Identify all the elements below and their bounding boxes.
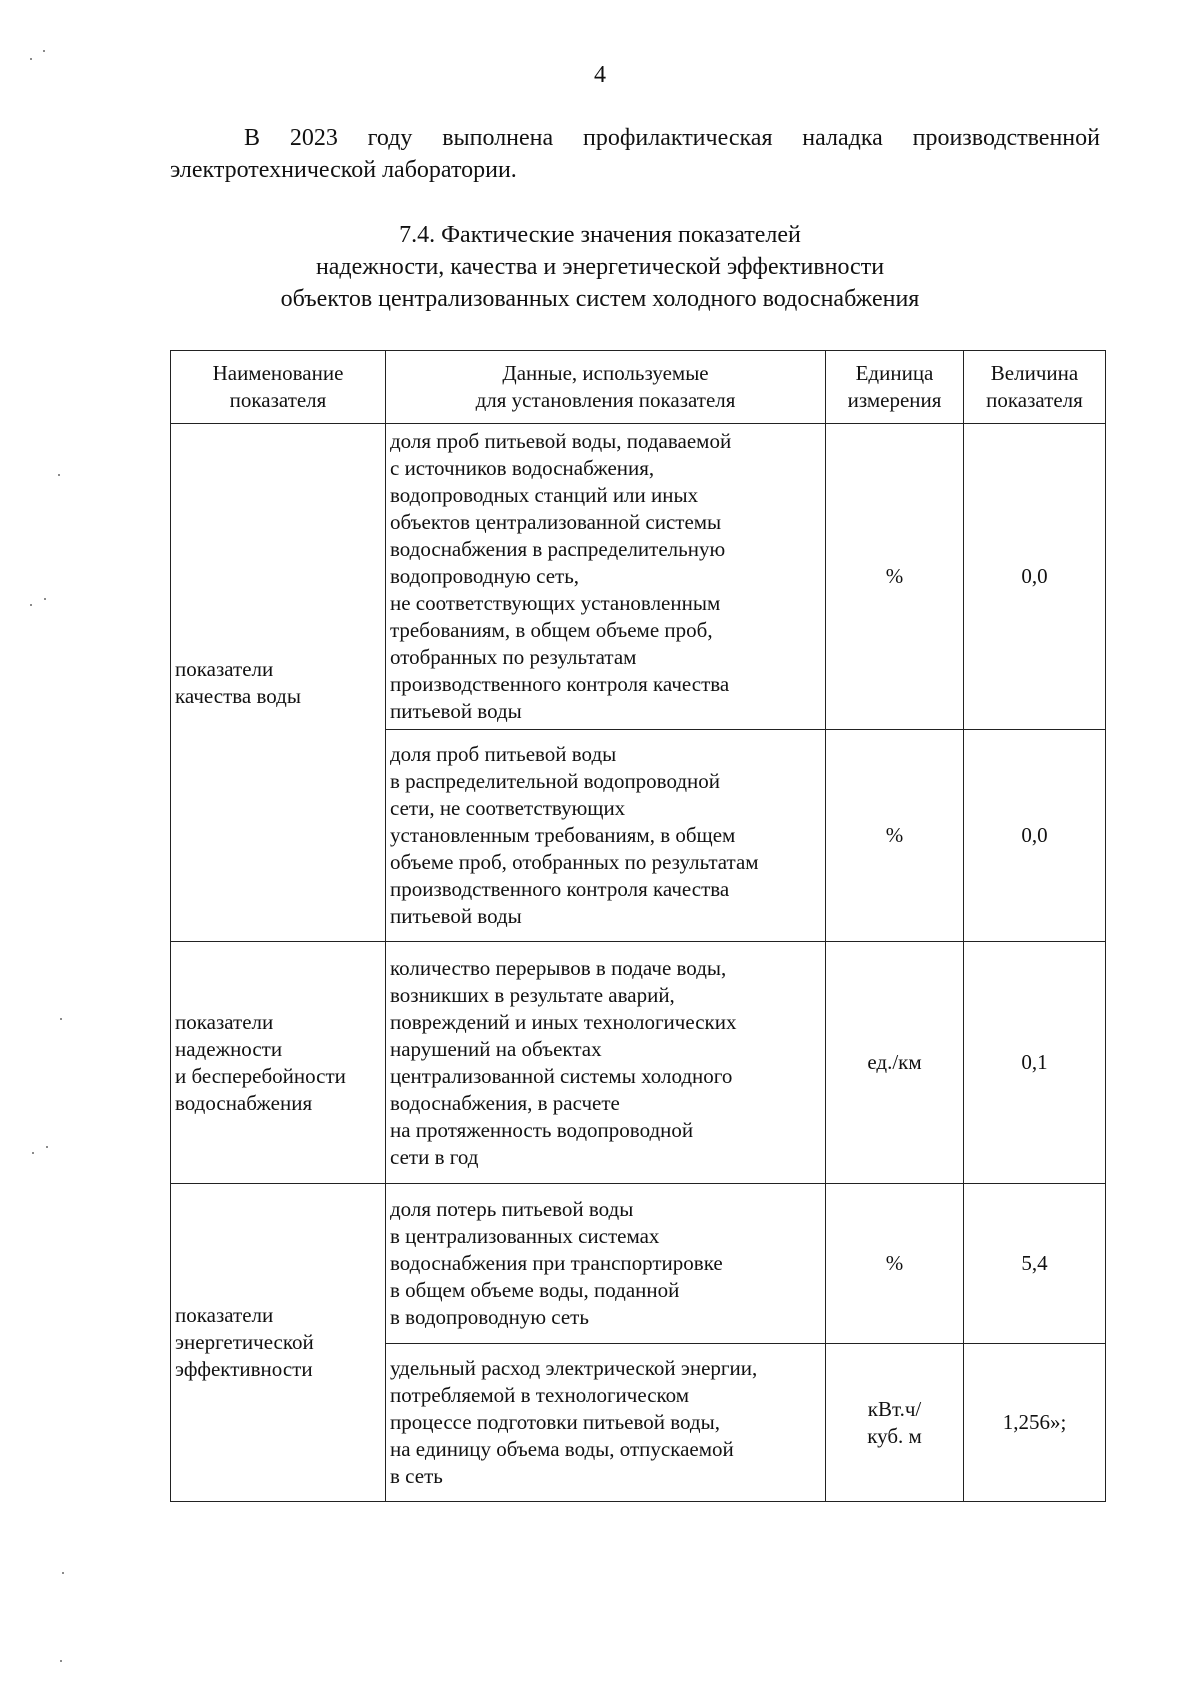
section-title-line-3: объектов централизованных систем холодного водоснабжения bbox=[280, 286, 920, 312]
scan-speck bbox=[62, 1572, 64, 1574]
header-unit: Единица измерения bbox=[826, 351, 964, 424]
indicator-value: 0,0 bbox=[964, 730, 1106, 942]
intro-paragraph: В 2023 году выполнена профилактическая наладка производственной электротехнической лаборатории. bbox=[170, 125, 1100, 183]
header-source-data: Данные, используемые для установления показателя bbox=[386, 351, 826, 424]
indicator-description: доля проб питьевой воды, подаваемой с источников водоснабжения, водопроводных станций или иных объектов централизованной системы водоснабжения в распределительную водопроводную сеть, не соответствующих установленным требованиям, в общем объеме проб, отобранных по результатам производственного контроля качества питьевой воды bbox=[386, 424, 826, 730]
section-title bbox=[0, 219, 1200, 315]
header-indicator-name: Наименование показателя bbox=[171, 351, 386, 424]
table-row bbox=[171, 942, 1106, 1184]
indicator-unit: кВт.ч/ куб. м bbox=[826, 1344, 964, 1502]
section-title-line-2: надежности, качества и энергетической эффективности bbox=[315, 254, 885, 280]
indicator-description: доля потерь питьевой воды в централизованных системах водоснабжения при транспортировке в общем объеме воды, поданной в водопроводную сеть bbox=[386, 1184, 826, 1344]
scan-speck bbox=[46, 1146, 48, 1148]
indicator-value: 0,0 bbox=[964, 424, 1106, 730]
section-title-line-1: 7.4. Фактические значения показателей bbox=[399, 222, 801, 248]
indicator-description: количество перерывов в подаче воды, возникших в результате аварий, повреждений и иных технологических нарушений на объектах централизованной системы холодного водоснабжения, в расчете на протяженность водопроводной сети в год bbox=[386, 942, 826, 1184]
indicator-value: 1,256»; bbox=[964, 1344, 1106, 1502]
indicator-unit: % bbox=[826, 424, 964, 730]
scan-speck bbox=[58, 474, 60, 476]
table-row bbox=[171, 424, 1106, 730]
scan-speck bbox=[30, 604, 32, 606]
indicators-table bbox=[170, 350, 1106, 1502]
indicator-description: удельный расход электрической энергии, потребляемой в технологическом процессе подготовки питьевой воды, на единицу объема воды, отпускаемой в сеть bbox=[386, 1344, 826, 1502]
header-value: Величина показателя bbox=[964, 351, 1106, 424]
indicator-value: 0,1 bbox=[964, 942, 1106, 1184]
scan-speck bbox=[43, 50, 45, 52]
page-number: 4 bbox=[594, 62, 606, 88]
indicator-description: доля проб питьевой воды в распределительной водопроводной сети, не соответствующих установленным требованиям, в общем объеме проб, отобранных по результатам производственного контроля качества питьевой воды bbox=[386, 730, 826, 942]
table-header-row bbox=[171, 351, 1106, 424]
indicator-group-reliability: показатели надежности и бесперебойности водоснабжения bbox=[171, 942, 386, 1184]
scan-speck bbox=[30, 58, 32, 60]
indicator-value: 5,4 bbox=[964, 1184, 1106, 1344]
indicator-group-energy-efficiency: показатели энергетической эффективности bbox=[171, 1184, 386, 1502]
scan-speck bbox=[32, 1152, 34, 1154]
indicator-unit: % bbox=[826, 1184, 964, 1344]
scan-speck bbox=[60, 1660, 62, 1662]
scan-speck bbox=[60, 1018, 62, 1020]
indicator-unit: % bbox=[826, 730, 964, 942]
table-row bbox=[171, 1184, 1106, 1344]
indicator-unit: ед./км bbox=[826, 942, 964, 1184]
scan-speck bbox=[44, 598, 46, 600]
indicator-group-water-quality: показатели качества воды bbox=[171, 424, 386, 942]
